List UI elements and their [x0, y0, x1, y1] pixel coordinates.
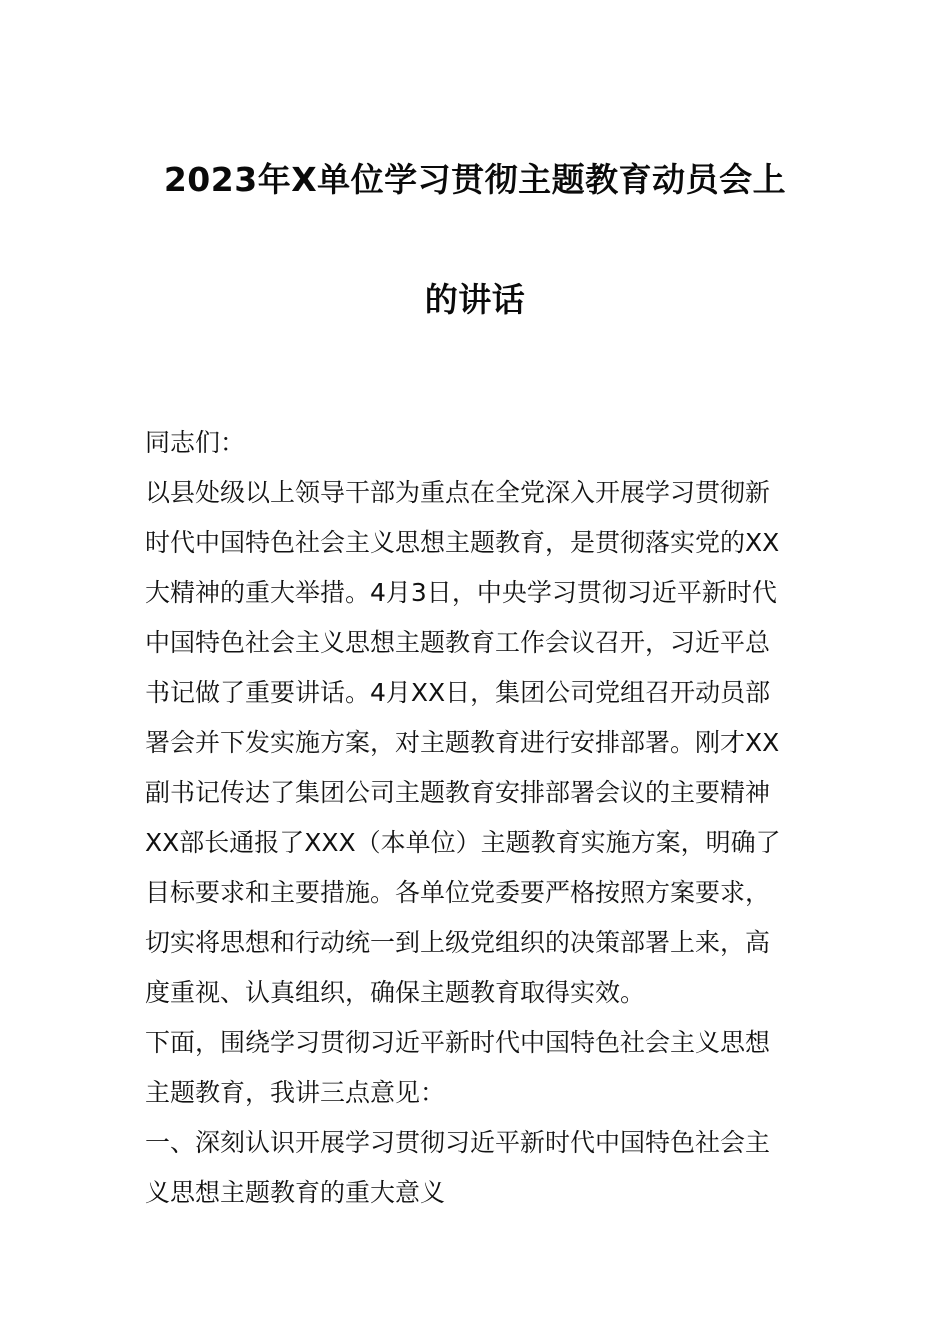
- body-line: XX部长通报了XXX（本单位）主题教育实施方案，明确了: [145, 828, 781, 857]
- body-line: 以县处级以上领导干部为重点在全党深入开展学习贯彻新: [145, 478, 771, 507]
- body-line: 目标要求和主要措施。各单位党委要严格按照方案要求，: [145, 878, 771, 907]
- body-line: 切实将思想和行动统一到上级党组织的决策部署上来，高: [145, 928, 771, 957]
- body-line: 下面，围绕学习贯彻习近平新时代中国特色社会主义思想: [145, 1028, 771, 1057]
- body-line: 书记做了重要讲话。4月XX日，集团公司党组召开动员部: [145, 678, 771, 707]
- body-line: 中国特色社会主义思想主题教育工作会议召开，习近平总: [145, 628, 771, 657]
- document-title-line-2: 的讲话: [424, 280, 526, 319]
- body-line: 副书记传达了集团公司主题教育安排部署会议的主要精神: [145, 778, 771, 807]
- document-title-line-1: 2023年X单位学习贯彻主题教育动员会上: [163, 160, 787, 199]
- body-line: 主题教育，我讲三点意见：: [145, 1078, 446, 1107]
- body-line: 时代中国特色社会主义思想主题教育，是贯彻落实党的XX: [145, 528, 780, 557]
- body-line: 署会并下发实施方案，对主题教育进行安排部署。刚才XX: [145, 728, 780, 757]
- body-line: 义思想主题教育的重大意义: [145, 1178, 446, 1207]
- body-line: 同志们：: [145, 428, 246, 457]
- document-body: [145, 418, 810, 1218]
- body-line: 大精神的重大举措。4月3日，中央学习贯彻习近平新时代: [145, 578, 777, 607]
- body-line: 一、深刻认识开展学习贯彻习近平新时代中国特色社会主: [145, 1128, 771, 1157]
- body-line: 度重视、认真组织，确保主题教育取得实效。: [145, 978, 646, 1007]
